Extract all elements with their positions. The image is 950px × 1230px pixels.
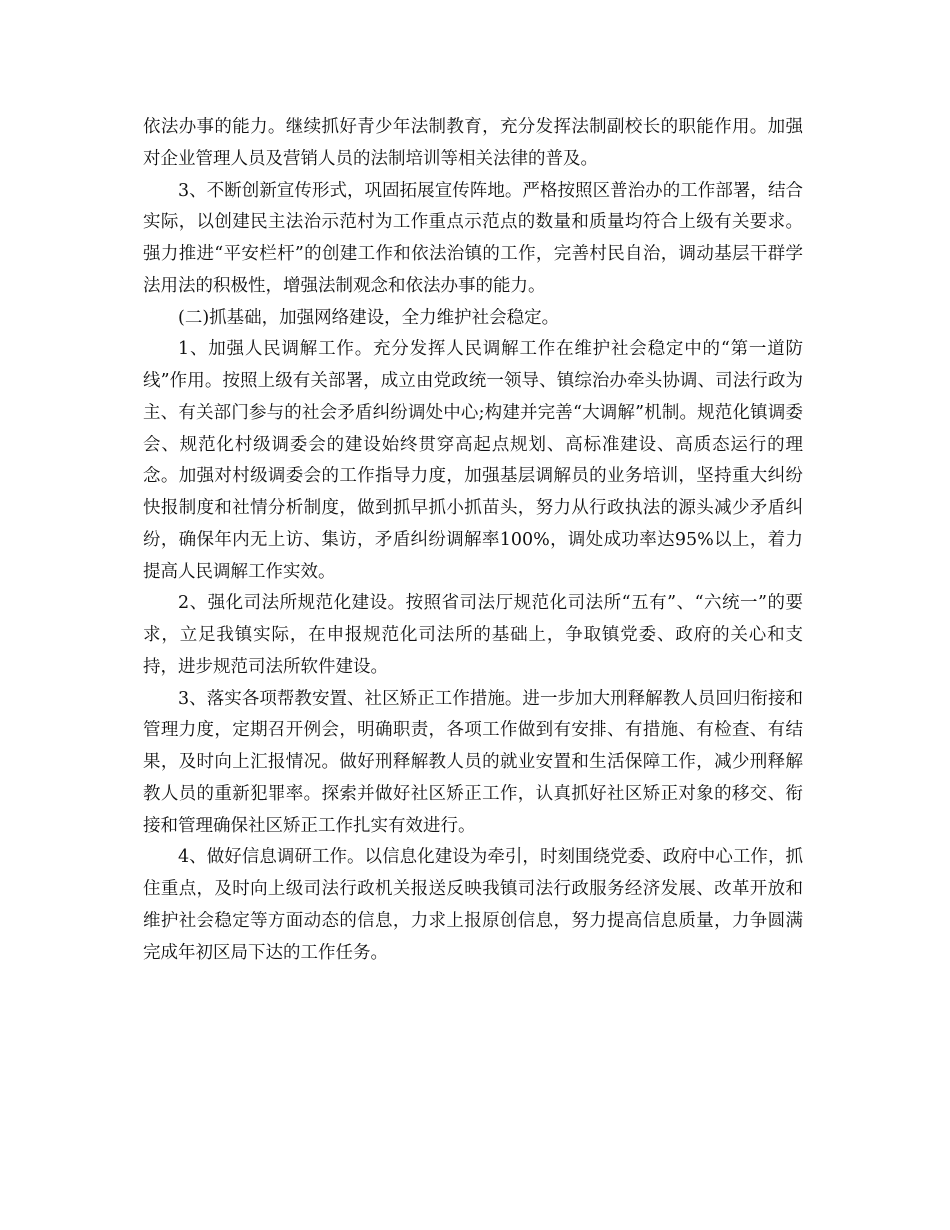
paragraph-6: 3、落实各项帮教安置、社区矫正工作措施。进一步加大刑释解教人员回归衔接和管理力度，定期召开例会，明确职责，各项工作做到有安排、有措施、有检查、有结果，及时向上汇报情况。做好刑释解教人员的就业安置和生活保障工作，减少刑释解教人员的重新犯罪率。探索并做好社区矫正工作，认真抓好社区矫正对象的移交、衔接和管理确保社区矫正工作扎实有效进行。: [143, 688, 803, 836]
paragraph-2: 3、不断创新宣传形式，巩固拓展宣传阵地。严格按照区普治办的工作部署，结合实际，以创建民主法治示范村为工作重点示范点的数量和质量均符合上级有关要求。强力推进“平安栏杆”的创建工作和依法治镇的工作，完善村民自治，调动基层干群学法用法的积极性，增强法制观念和依法办事的能力。: [143, 180, 803, 296]
paragraph-7: 4、做好信息调研工作。以信息化建设为牵引，时刻围绕党委、政府中心工作，抓住重点，及时向上级司法行政机关报送反映我镇司法行政服务经济发展、改革开放和维护社会稳定等方面动态的信息，力求上报原创信息，努力提高信息质量，力争圆满完成年初区局下达的工作任务。: [143, 847, 803, 963]
paragraph-1: 依法办事的能力。继续抓好青少年法制教育，充分发挥法制副校长的职能作用。加强对企业管理人员及营销人员的法制培训等相关法律的普及。: [143, 117, 803, 169]
paragraph-4: 1、加强人民调解工作。充分发挥人民调解工作在维护社会稳定中的“第一道防线”作用。按照上级有关部署，成立由党政统一领导、镇综治办牵头协调、司法行政为主、有关部门参与的社会矛盾纠纷调处中心;构建并完善“大调解”机制。规范化镇调委会、规范化村级调委会的建设始终贯穿高起点规划、高标准建设、高质态运行的理念。加强对村级调委会的工作指导力度，加强基层调解员的业务培训，坚持重大纠纷快报制度和社情分析制度，做到抓早抓小抓苗头，努力从行政执法的源头减少矛盾纠纷，确保年内无上访、集访，矛盾纠纷调解率100%，调处成功率达95%以上，着力提高人民调解工作实效。: [143, 339, 803, 582]
paragraph-3: (二)抓基础，加强网络建设，全力维护社会稳定。: [178, 307, 560, 328]
document-page: [143, 112, 803, 969]
paragraph-5: 2、强化司法所规范化建设。按照省司法厅规范化司法所“五有”、“六统一”的要求，立足我镇实际，在申报规范化司法所的基础上，争取镇党委、政府的关心和支持，进步规范司法所软件建设。: [143, 593, 803, 677]
